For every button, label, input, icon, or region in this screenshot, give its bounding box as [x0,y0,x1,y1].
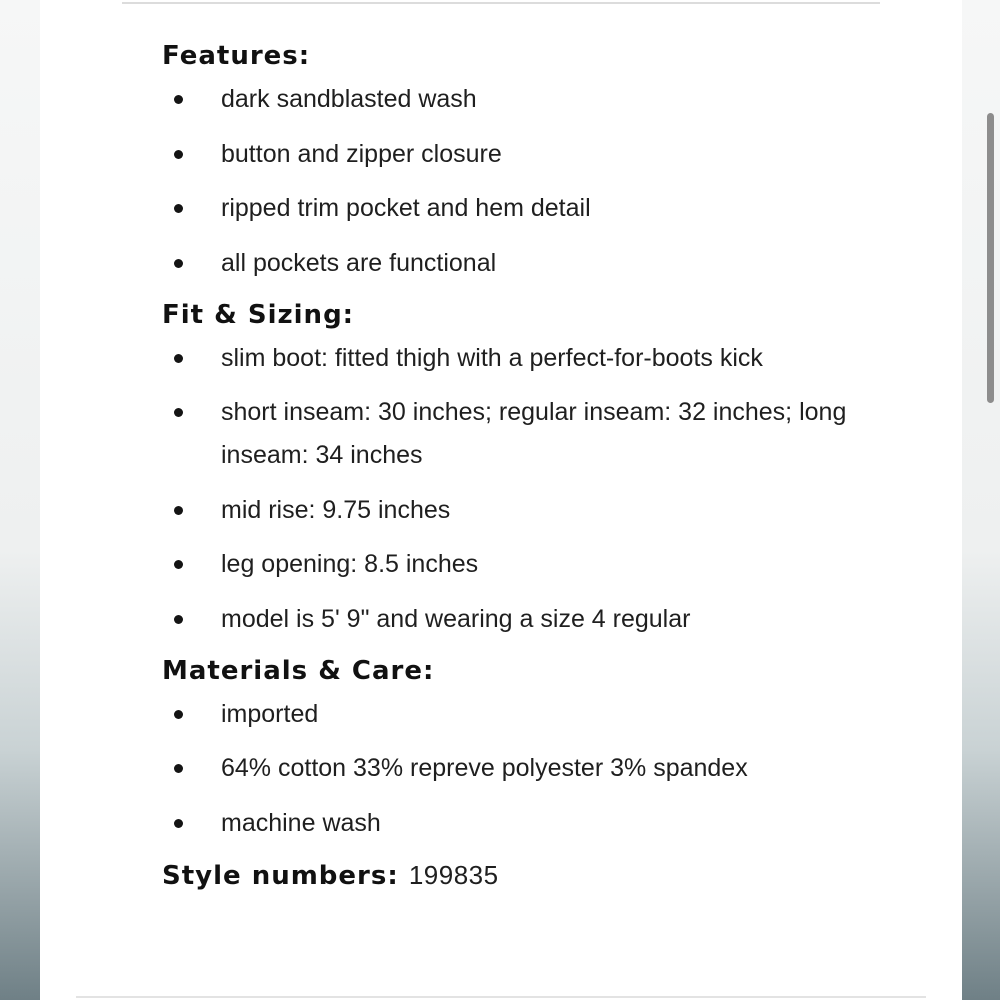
features-heading: Features: [162,41,311,71]
product-description [162,38,902,894]
list-item: all pockets are functional [162,242,902,285]
product-details-panel [40,0,962,1000]
list-item: model is 5' 9" and wearing a size 4 regular [162,598,902,641]
list-item: ripped trim pocket and hem detail [162,187,902,230]
list-item: leg opening: 8.5 inches [162,543,902,586]
style-numbers [162,857,902,894]
bottom-divider [76,996,926,998]
materials-care-list [162,693,902,845]
list-item: 64% cotton 33% repreve polyester 3% spandex [162,747,902,790]
fit-sizing-list [162,337,902,641]
materials-care-heading: Materials & Care: [162,655,435,686]
features-list [162,78,902,285]
list-item: short inseam: 30 inches; regular inseam: 32 inches; long inseam: 34 inches [162,391,902,477]
top-divider [122,2,880,4]
list-item: button and zipper closure [162,133,902,176]
style-number-value: 199835 [408,859,499,890]
list-item: imported [162,693,902,736]
list-item: machine wash [162,802,902,845]
list-item: slim boot: fitted thigh with a perfect-for-boots kick [162,337,902,380]
fit-sizing-heading: Fit & Sizing: [162,299,355,330]
list-item: mid rise: 9.75 inches [162,489,902,532]
style-numbers-label: Style numbers: [162,860,399,891]
vertical-scrollbar[interactable] [987,113,994,403]
list-item: dark sandblasted wash [162,78,902,121]
